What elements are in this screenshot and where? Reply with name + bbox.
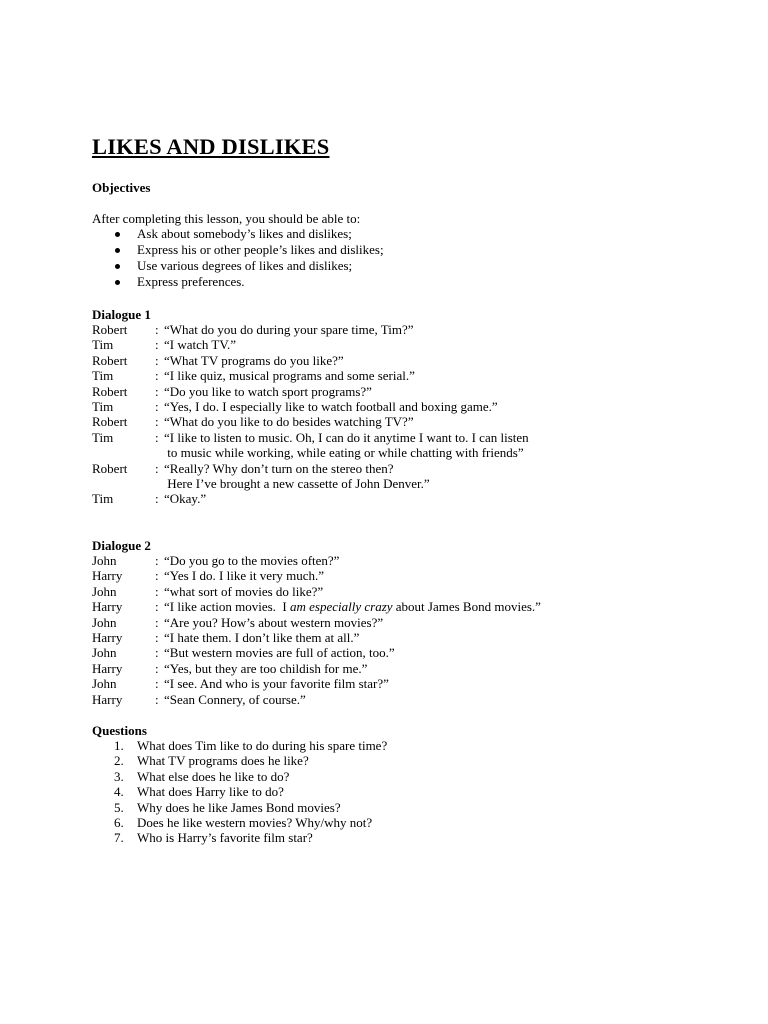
question-text: What does Tim like to do during his spare time?: [137, 738, 388, 753]
speaker-name: Harry: [92, 691, 123, 707]
speaker-colon: :: [155, 429, 159, 445]
question-text: What TV programs does he like?: [137, 753, 309, 769]
speaker-name: Harry: [92, 599, 123, 615]
speaker-name: John: [92, 676, 117, 692]
speech-text-part: “I like action movies. I: [164, 599, 290, 615]
speaker-colon: :: [155, 460, 159, 476]
bullet-icon: [115, 232, 120, 237]
page-title: LIKES AND DISLIKES: [92, 134, 330, 159]
speaker-name: Robert: [92, 322, 128, 337]
speaker-colon: :: [155, 691, 159, 707]
speech-text: “Yes, but they are too childish for me.”: [164, 660, 368, 676]
speaker-colon: :: [155, 352, 159, 368]
speaker-name: John: [92, 645, 117, 661]
speech-text: [164, 599, 541, 614]
speaker-colon: :: [155, 414, 159, 430]
speaker-colon: :: [155, 491, 159, 507]
speaker-name: Tim: [92, 398, 114, 414]
speech-text: to music while working, while eating or while chatting with friends”: [164, 445, 524, 461]
speech-text: “Okay.”: [164, 491, 207, 507]
speech-text: “I watch TV.”: [164, 337, 237, 353]
speaker-name: Robert: [92, 352, 128, 368]
speech-text: “What TV programs do you like?”: [164, 352, 344, 368]
speech-text: Here I’ve brought a new cassette of John Denver.”: [164, 475, 430, 491]
speech-text: “Are you? How’s about western movies?”: [164, 614, 384, 630]
speech-text-part: about James Bond movies.”: [392, 599, 541, 615]
speaker-colon: :: [155, 645, 159, 661]
speaker-name: Tim: [92, 429, 114, 445]
objective-text: Express his or other people’s likes and dislikes;: [137, 242, 384, 257]
speaker-colon: :: [155, 660, 159, 676]
objective-text: Ask about somebody’s likes and dislikes;: [137, 226, 352, 241]
bullet-icon: [115, 264, 120, 269]
speaker-colon: :: [155, 383, 159, 399]
speaker-name: Tim: [92, 337, 114, 353]
question-text: What else does he like to do?: [137, 768, 290, 784]
speech-text: “I like to listen to music. Oh, I can do it anytime I want to. I can listen: [164, 429, 529, 445]
question-number: 3.: [114, 768, 124, 784]
question-text: Does he like western movies? Why/why not?: [137, 814, 373, 830]
speech-text: “what sort of movies do like?”: [164, 583, 324, 599]
dialogue2-heading: Dialogue 2: [92, 538, 151, 553]
speaker-name: Harry: [92, 660, 123, 676]
speaker-colon: :: [155, 368, 159, 384]
speech-text: “I hate them. I don’t like them at all.”: [164, 629, 360, 645]
speaker-name: Robert: [92, 414, 128, 430]
questions-heading: Questions: [92, 723, 147, 738]
question-text: Why does he like James Bond movies?: [137, 799, 341, 815]
speech-text: “Do you like to watch sport programs?”: [164, 383, 372, 399]
question-text: What does Harry like to do?: [137, 784, 284, 800]
speaker-colon: :: [155, 322, 159, 337]
speech-text: “What do you do during your spare time, Tim?”: [164, 322, 414, 337]
speaker-name: Tim: [92, 368, 114, 384]
speaker-name: Robert: [92, 460, 128, 476]
bullet-icon: [115, 280, 120, 285]
speech-text: “I see. And who is your favorite film star?”: [164, 676, 389, 692]
question-text: Who is Harry’s favorite film star?: [137, 830, 313, 846]
bullet-icon: [115, 248, 120, 253]
question-number: 2.: [114, 753, 124, 769]
speech-text: “I like quiz, musical programs and some serial.”: [164, 368, 415, 384]
speaker-colon: :: [155, 337, 159, 353]
speaker-name: Harry: [92, 629, 123, 645]
speech-text: “Really? Why don’t turn on the stereo then?: [164, 460, 394, 476]
objective-text: Use various degrees of likes and dislikes;: [137, 258, 353, 273]
question-number: 6.: [114, 814, 124, 830]
speech-text: “Yes, I do. I especially like to watch football and boxing game.”: [164, 398, 498, 414]
speaker-colon: :: [155, 599, 159, 615]
speech-text: “Sean Connery, of course.”: [164, 691, 306, 707]
speaker-name: John: [92, 614, 117, 630]
objectives-heading: Objectives: [92, 180, 151, 195]
speaker-name: John: [92, 553, 117, 568]
question-number: 1.: [114, 738, 124, 753]
question-number: 7.: [114, 830, 124, 846]
speaker-colon: :: [155, 629, 159, 645]
speaker-colon: :: [155, 614, 159, 630]
objective-text: Express preferences.: [137, 274, 245, 289]
speech-text-emphasis: am especially crazy: [290, 599, 393, 615]
speech-text: “Yes I do. I like it very much.”: [164, 568, 325, 584]
dialogue1-heading: Dialogue 1: [92, 307, 151, 322]
speaker-colon: :: [155, 583, 159, 599]
question-number: 5.: [114, 799, 124, 815]
speech-text: “What do you like to do besides watching TV?”: [164, 414, 414, 430]
speaker-name: John: [92, 583, 117, 599]
speaker-colon: :: [155, 568, 159, 584]
question-number: 4.: [114, 784, 124, 800]
speaker-colon: :: [155, 398, 159, 414]
speech-text: “But western movies are full of action, too.”: [164, 645, 395, 661]
speaker-name: Tim: [92, 491, 114, 507]
speaker-name: Harry: [92, 568, 123, 584]
speaker-colon: :: [155, 676, 159, 692]
speaker-colon: :: [155, 553, 159, 568]
speaker-name: Robert: [92, 383, 128, 399]
objectives-intro: After completing this lesson, you should be able to:: [92, 211, 361, 226]
speech-text: “Do you go to the movies often?”: [164, 553, 340, 568]
